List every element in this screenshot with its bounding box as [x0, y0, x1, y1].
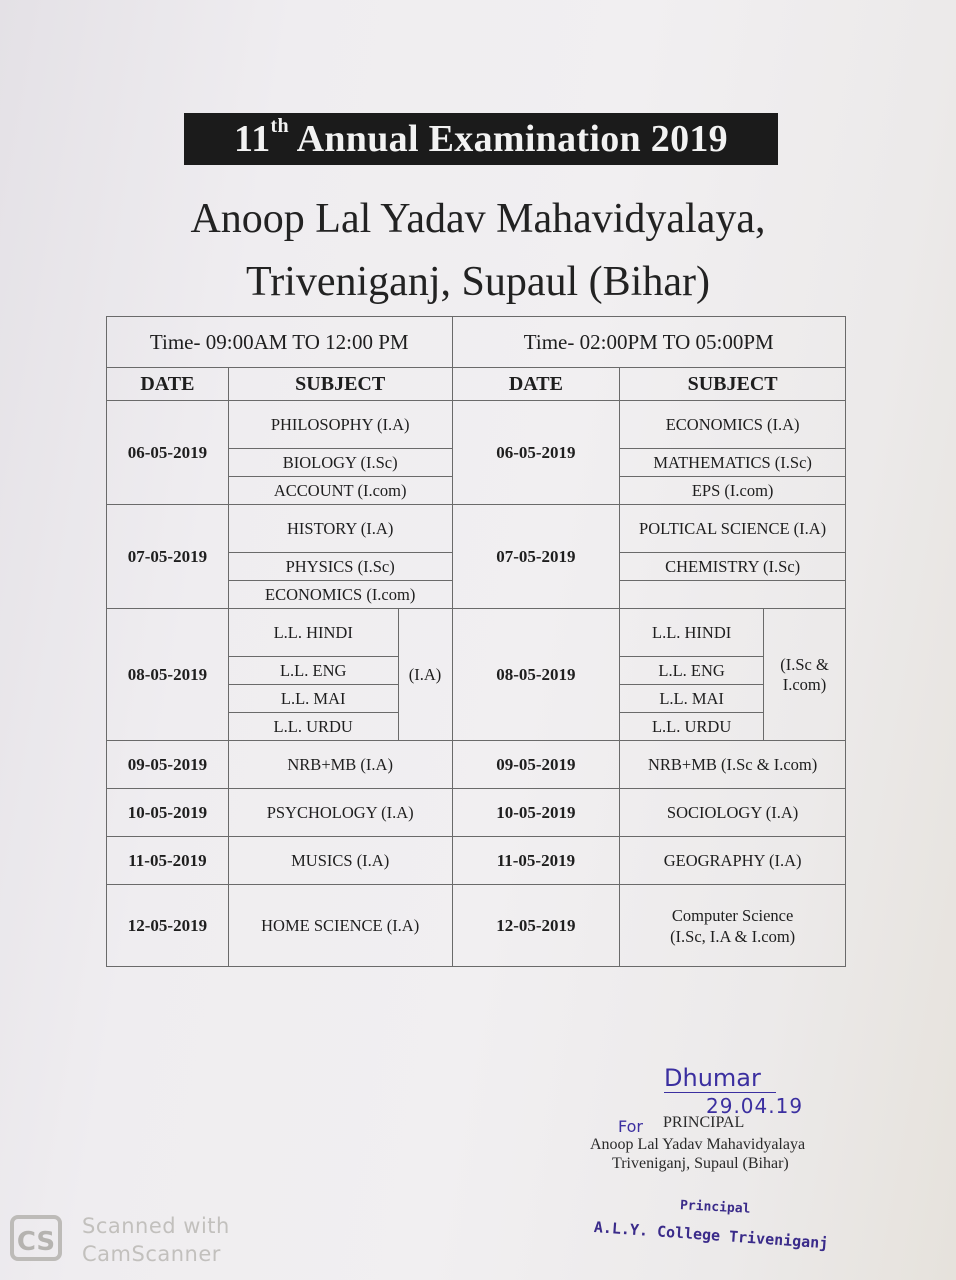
afternoon-subject: CHEMISTRY (I.Sc) [620, 553, 846, 581]
afternoon-subject-line: Computer Science [671, 905, 794, 925]
table-row [107, 609, 846, 657]
exam-schedule-table [106, 316, 846, 967]
handwritten-signature: Dhumar [664, 1064, 761, 1092]
morning-subject-header: SUBJECT [228, 368, 452, 401]
column-header-row [107, 368, 846, 401]
afternoon-date: 11-05-2019 [452, 837, 620, 885]
afternoon-date: 10-05-2019 [452, 789, 620, 837]
afternoon-subject: SOCIOLOGY (I.A) [620, 789, 846, 837]
morning-subject: ACCOUNT (I.com) [228, 477, 452, 505]
afternoon-subject-line: (I.Sc, I.A & I.com) [670, 926, 796, 946]
exam-title-banner [184, 113, 778, 165]
table-row [107, 789, 846, 837]
morning-date: 07-05-2019 [107, 505, 229, 609]
afternoon-subject [620, 885, 846, 967]
signature-underline [664, 1092, 776, 1093]
morning-time-slot: Time- 09:00AM TO 12:00 PM [107, 317, 453, 368]
afternoon-subject: POLTICAL SCIENCE (I.A) [620, 505, 846, 553]
morning-subject: L.L. HINDI [228, 609, 398, 657]
morning-subject: PHYSICS (I.Sc) [228, 553, 452, 581]
exam-ordinal-suffix: th [270, 115, 289, 137]
exam-ordinal: 11 [234, 118, 271, 160]
morning-date: 12-05-2019 [107, 885, 229, 967]
afternoon-date-header: DATE [452, 368, 620, 401]
table-row [107, 401, 846, 449]
morning-date: 09-05-2019 [107, 741, 229, 789]
morning-date-header: DATE [107, 368, 229, 401]
exam-title: Annual Examination 2019 [288, 118, 728, 160]
morning-stream-group: (I.A) [398, 609, 452, 741]
afternoon-date: 12-05-2019 [452, 885, 620, 967]
principal-college: Anoop Lal Yadav Mahavidyalaya [590, 1136, 806, 1153]
afternoon-stream-group: (I.Sc & I.com) [764, 609, 846, 741]
college-location: Triveniganj, Supaul (Bihar) [246, 259, 710, 305]
morning-subject: L.L. ENG [228, 657, 398, 685]
time-header-row [107, 317, 846, 368]
watermark-line2: CamScanner [82, 1242, 221, 1266]
morning-subject: ECONOMICS (I.com) [228, 581, 452, 609]
principal-place: Triveniganj, Supaul (Bihar) [612, 1155, 789, 1172]
morning-subject: HOME SCIENCE (I.A) [228, 885, 452, 967]
afternoon-subject: MATHEMATICS (I.Sc) [620, 449, 846, 477]
morning-date: 11-05-2019 [107, 837, 229, 885]
morning-subject: PSYCHOLOGY (I.A) [228, 789, 452, 837]
morning-subject: L.L. MAI [228, 685, 398, 713]
afternoon-subject: L.L. MAI [620, 685, 764, 713]
morning-subject: MUSICS (I.A) [228, 837, 452, 885]
afternoon-subject: NRB+MB (I.Sc & I.com) [620, 741, 846, 789]
morning-subject: L.L. URDU [228, 713, 398, 741]
morning-subject: NRB+MB (I.A) [228, 741, 452, 789]
afternoon-subject: L.L. HINDI [620, 609, 764, 657]
signature-date: 29.04.19 [706, 1094, 804, 1118]
morning-date: 06-05-2019 [107, 401, 229, 505]
afternoon-time-slot: Time- 02:00PM TO 05:00PM [452, 317, 845, 368]
morning-subject: HISTORY (I.A) [228, 505, 452, 553]
college-name: Anoop Lal Yadav Mahavidyalaya, [190, 196, 766, 242]
stamp-college: A.L.Y. College Triveniganj [593, 1218, 829, 1253]
morning-date: 10-05-2019 [107, 789, 229, 837]
afternoon-date: 09-05-2019 [452, 741, 620, 789]
afternoon-subject: ECONOMICS (I.A) [620, 401, 846, 449]
afternoon-date: 06-05-2019 [452, 401, 620, 505]
stamp-principal: Principal [679, 1198, 751, 1217]
afternoon-date: 07-05-2019 [452, 505, 620, 609]
afternoon-subject: EPS (I.com) [620, 477, 846, 505]
afternoon-date: 08-05-2019 [452, 609, 620, 741]
table-row [107, 885, 846, 967]
morning-date: 08-05-2019 [107, 609, 229, 741]
table-row [107, 505, 846, 553]
afternoon-subject [620, 581, 846, 609]
afternoon-subject: L.L. ENG [620, 657, 764, 685]
afternoon-subject: L.L. URDU [620, 713, 764, 741]
table-row [107, 837, 846, 885]
afternoon-subject-header: SUBJECT [620, 368, 846, 401]
watermark-line1: Scanned with [82, 1214, 230, 1238]
principal-title: PRINCIPAL [663, 1114, 745, 1131]
camscanner-logo-icon: CS [10, 1215, 62, 1261]
afternoon-subject: GEOGRAPHY (I.A) [620, 837, 846, 885]
camscanner-watermark [82, 1212, 230, 1268]
morning-subject: BIOLOGY (I.Sc) [228, 449, 452, 477]
morning-subject: PHILOSOPHY (I.A) [228, 401, 452, 449]
table-row [107, 741, 846, 789]
for-label: For [618, 1117, 643, 1136]
